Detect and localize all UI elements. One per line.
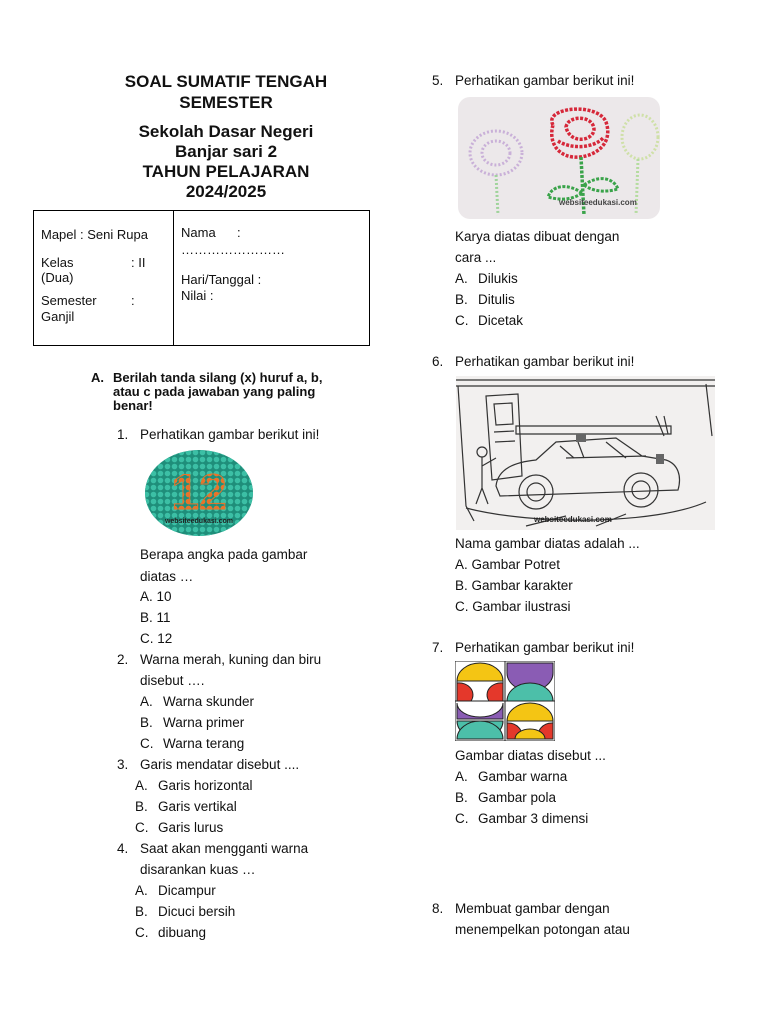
q3-option-c-label: C.	[135, 820, 149, 835]
subject-field: Mapel : Seni Rupa	[41, 227, 148, 242]
q4-number: 4.	[117, 841, 129, 856]
q5-flower-print-image	[458, 97, 660, 219]
semester-value: Ganjil	[41, 309, 75, 324]
q5-option-a-label: A.	[455, 271, 468, 286]
q6-intro: Perhatikan gambar berikut ini!	[455, 354, 635, 369]
flower-print-illustration	[458, 97, 660, 219]
q7-pattern-image	[455, 661, 555, 741]
name-colon: :	[237, 225, 241, 240]
section-a-line3: benar!	[113, 398, 153, 413]
q5-option-c-label: C.	[455, 313, 469, 328]
car-sketch-illustration	[456, 376, 715, 530]
doc-title-line2: SEMESTER	[179, 93, 273, 112]
q7-option-b[interactable]: Gambar pola	[478, 790, 557, 805]
school-name-line2: Banjar sari 2	[174, 142, 278, 161]
plate-number-text: 12	[171, 464, 227, 520]
q3-option-a-label: A.	[135, 778, 148, 793]
date-field[interactable]: Hari/Tanggal :	[181, 272, 262, 287]
q6-option-b[interactable]: B. Gambar karakter	[455, 578, 573, 593]
q3-option-b-label: B.	[135, 799, 148, 814]
q2-option-c[interactable]: Warna terang	[163, 736, 245, 751]
q8-text-line2: menempelkan potongan atau	[455, 922, 630, 937]
q5-option-b[interactable]: Ditulis	[478, 292, 515, 307]
q6-option-c[interactable]: C. Gambar ilustrasi	[455, 599, 571, 614]
semester-label: Semester	[41, 293, 97, 308]
q1-text-line2: diatas …	[140, 569, 194, 584]
q1-text-line1: Berapa angka pada gambar	[140, 547, 308, 562]
q7-option-a-label: A.	[455, 769, 468, 784]
q5-text-line2: cara ...	[455, 250, 497, 265]
q2-option-a[interactable]: Warna skunder	[163, 694, 255, 709]
q4-option-c-label: C.	[135, 925, 149, 940]
academic-year-label: TAHUN PELAJARAN	[142, 162, 310, 181]
q4-text-line1: Saat akan mengganti warna	[140, 841, 309, 856]
q1-option-c[interactable]: C. 12	[140, 631, 173, 646]
q2-option-a-label: A.	[140, 694, 153, 709]
q1-color-blind-plate	[143, 449, 255, 537]
geometric-pattern-illustration	[455, 661, 555, 741]
class-value-name: (Dua)	[41, 270, 74, 285]
q5-option-a[interactable]: Dilukis	[478, 271, 518, 286]
q1-number: 1.	[117, 427, 129, 442]
q3-text-line1: Garis mendatar disebut ....	[140, 757, 300, 772]
q6-watermark: websiteedukasi.com	[534, 515, 612, 524]
q4-option-a[interactable]: Dicampur	[158, 883, 216, 898]
academic-year-value: 2024/2025	[185, 182, 267, 201]
q7-option-b-label: B.	[455, 790, 468, 805]
school-name-line1: Sekolah Dasar Negeri	[138, 122, 314, 141]
table-divider	[173, 211, 174, 345]
q3-option-a[interactable]: Garis horizontal	[158, 778, 253, 793]
q7-option-c-label: C.	[455, 811, 469, 826]
q2-option-c-label: C.	[140, 736, 154, 751]
section-a-line1: Berilah tanda silang (x) huruf a, b,	[113, 370, 323, 385]
doc-title-line1: SOAL SUMATIF TENGAH	[124, 72, 328, 91]
section-a-label: A.	[91, 370, 104, 385]
q3-option-c[interactable]: Garis lurus	[158, 820, 224, 835]
q5-watermark: websiteedukasi.com	[559, 198, 637, 207]
q5-intro: Perhatikan gambar berikut ini!	[455, 73, 635, 88]
q4-text-line2: disarankan kuas …	[140, 862, 256, 877]
q1-watermark: websiteedukasi.com	[164, 518, 234, 525]
name-label: Nama	[181, 225, 216, 240]
q7-option-a[interactable]: Gambar warna	[478, 769, 568, 784]
q8-text-line1: Membuat gambar dengan	[455, 901, 610, 916]
section-a-line2: atau c pada jawaban yang paling	[113, 384, 316, 399]
q5-text-line1: Karya diatas dibuat dengan	[455, 229, 620, 244]
q6-car-sketch-image	[456, 376, 715, 530]
q4-option-b[interactable]: Dicuci bersih	[158, 904, 236, 919]
q3-number: 3.	[117, 757, 129, 772]
q3-option-b[interactable]: Garis vertikal	[158, 799, 237, 814]
ishihara-plate-image	[143, 449, 255, 537]
q5-option-c[interactable]: Dicetak	[478, 313, 524, 328]
name-blank[interactable]: ……………………	[181, 242, 285, 257]
q4-option-b-label: B.	[135, 904, 148, 919]
q2-option-b-label: B.	[140, 715, 153, 730]
q4-option-a-label: A.	[135, 883, 148, 898]
score-field[interactable]: Nilai :	[181, 288, 214, 303]
q4-option-c[interactable]: dibuang	[158, 925, 207, 940]
q2-number: 2.	[117, 652, 129, 667]
q8-number: 8.	[432, 901, 444, 916]
q2-text-line2: disebut ….	[140, 673, 205, 688]
q6-option-a[interactable]: A. Gambar Potret	[455, 557, 561, 572]
q6-number: 6.	[432, 354, 444, 369]
q6-text-line1: Nama gambar diatas adalah ...	[455, 536, 640, 551]
q5-number: 5.	[432, 73, 444, 88]
q1-intro: Perhatikan gambar berikut ini!	[140, 427, 320, 442]
q7-number: 7.	[432, 640, 444, 655]
q7-intro: Perhatikan gambar berikut ini!	[455, 640, 635, 655]
q1-option-b[interactable]: B. 11	[140, 610, 171, 625]
q1-option-a[interactable]: A. 10	[140, 589, 172, 604]
q5-option-b-label: B.	[455, 292, 468, 307]
student-info-table	[33, 210, 370, 346]
q2-option-b[interactable]: Warna primer	[163, 715, 245, 730]
q2-text-line1: Warna merah, kuning dan biru	[140, 652, 322, 667]
class-value: : II	[131, 255, 146, 270]
semester-colon: :	[131, 293, 135, 308]
q7-option-c[interactable]: Gambar 3 dimensi	[478, 811, 589, 826]
q7-text-line1: Gambar diatas disebut ...	[455, 748, 606, 763]
class-label: Kelas	[41, 255, 74, 270]
